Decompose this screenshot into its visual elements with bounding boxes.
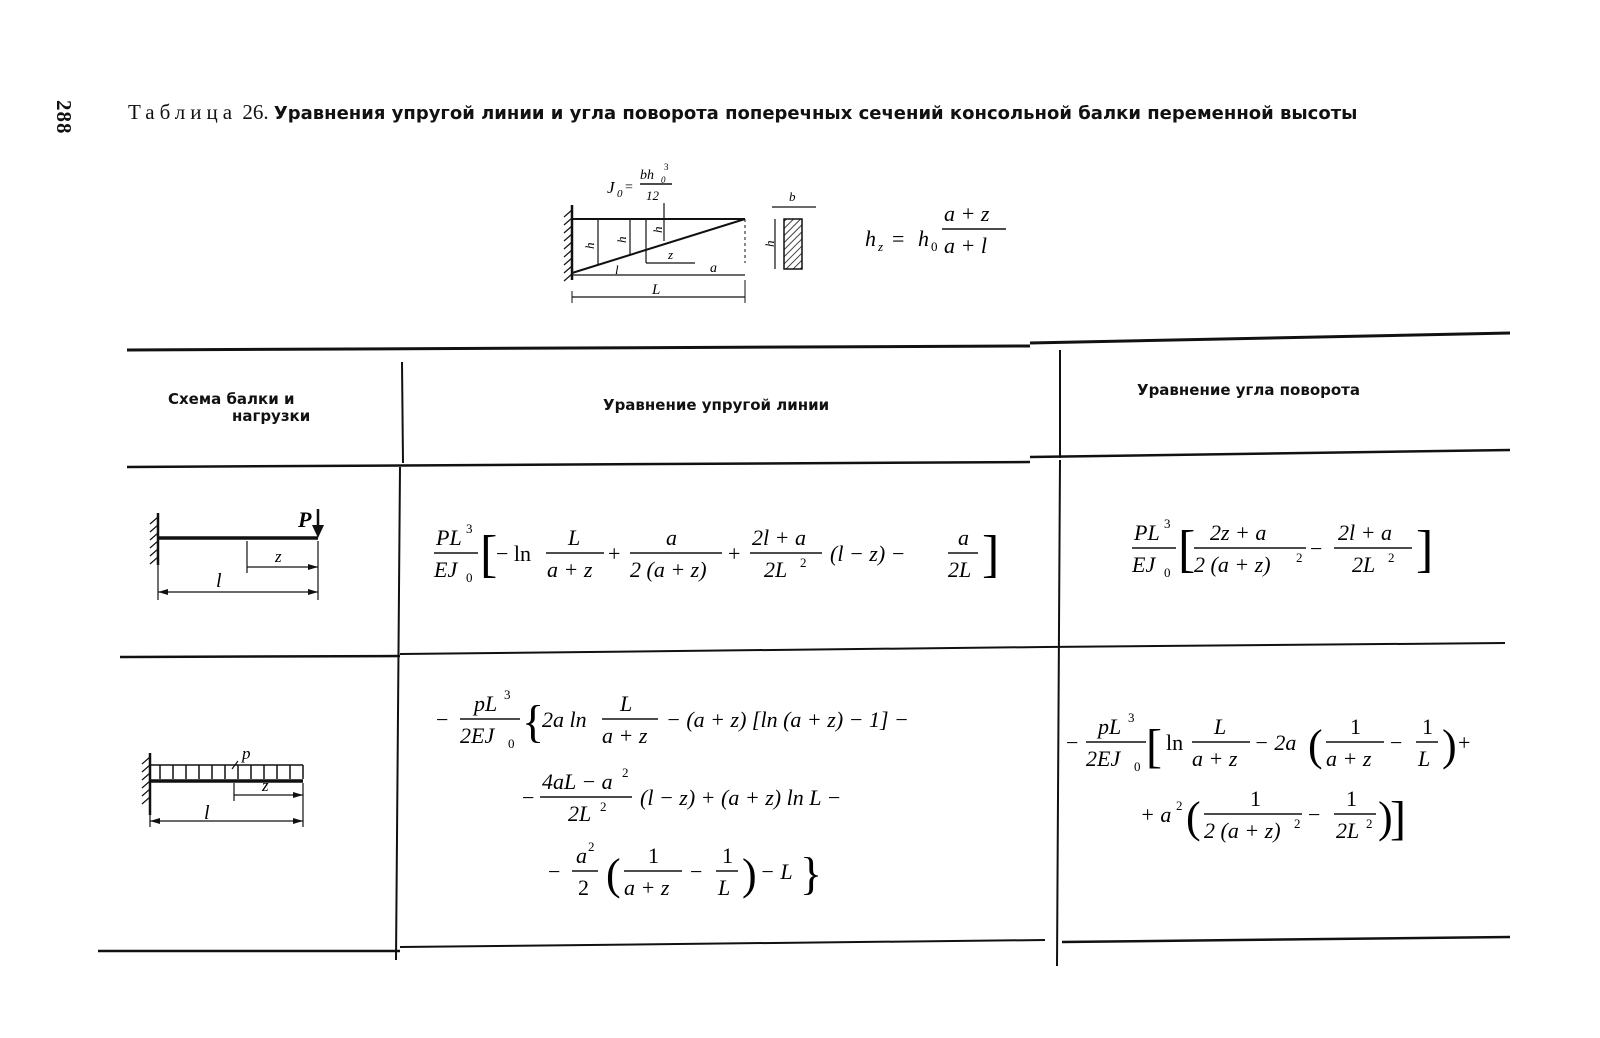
r2r-sign: − — [1066, 730, 1079, 755]
svg-text:}: } — [800, 848, 823, 899]
r2e-l2-den: 2L — [568, 801, 592, 826]
h-label: h — [650, 226, 665, 233]
r2r-r1-f1-num: 1 — [1350, 714, 1361, 739]
header-elastic: Уравнение упругой линии — [603, 396, 830, 414]
svg-text:(: ( — [1186, 793, 1201, 842]
r2r-r1-minus: − — [1390, 730, 1403, 755]
r2r-coef-den: 2EJ — [1086, 746, 1121, 771]
header-scheme-line1: Схема балки и — [168, 390, 295, 408]
r2e-l3-den: 2 — [578, 875, 589, 900]
r2r-r1-ln: ln — [1166, 730, 1184, 755]
moment-den: 12 — [646, 188, 659, 203]
r2e-l3-f1-num: 1 — [648, 843, 659, 868]
svg-text:[: [ — [1146, 720, 1162, 773]
r1r-t1-num: 2z + a — [1210, 520, 1267, 545]
r1e-bracket-close: ] — [982, 526, 1000, 583]
r2e-sign: − — [436, 707, 449, 732]
svg-text:{: { — [522, 696, 545, 747]
r2e-l1-rest: − (a + z) [ln (a + z) − 1] − — [666, 707, 909, 732]
section-h0-label: h — [762, 240, 777, 247]
svg-text:): ) — [742, 850, 757, 899]
r2r-r2-lead-sup: 2 — [1176, 798, 1183, 813]
moment-eq: = — [625, 180, 633, 195]
r2r-r2-f1-den: 2 (a + z) — [1204, 818, 1281, 843]
r2e-l2-rest: (l − z) + (a + z) ln L − — [640, 785, 842, 810]
r1r-t2-den: 2L — [1352, 552, 1376, 577]
r2r-coef-num-sup: 3 — [1128, 710, 1135, 725]
row1-load-label: P — [298, 507, 312, 532]
header-scheme-line2: нагрузки — [232, 407, 311, 425]
r1e-t4: (l − z) − — [830, 541, 906, 566]
r2r-r1-plus: + — [1458, 730, 1471, 755]
moment-num: bh — [640, 168, 654, 183]
r2r-r2-f1-num: 1 — [1250, 786, 1261, 811]
moment-label-sub: 0 — [617, 188, 623, 200]
r1r-t1-den: 2 (a + z) — [1194, 552, 1271, 577]
r2r-coef-den-sub: 0 — [1134, 759, 1141, 774]
row1-beam-scheme — [140, 505, 340, 625]
hz-formula-num: a + z — [944, 201, 990, 226]
r1r-coef-num: PL — [1134, 520, 1160, 545]
hz-formula-den: a + l — [944, 233, 987, 258]
r2r-r2-f1-den-sup: 2 — [1294, 816, 1301, 831]
r2e-l1-den: a + z — [602, 723, 648, 748]
hz-label: h — [614, 236, 629, 243]
r1r-t1-den-sup: 2 — [1296, 550, 1303, 565]
r2r-coef-num: pL — [1098, 714, 1122, 739]
svg-text:): ) — [1378, 793, 1393, 842]
r2r-r2-f2-den-sup: 2 — [1366, 816, 1373, 831]
r2e-l3-minus: − — [690, 859, 703, 884]
row2-elastic-formula — [430, 685, 1030, 910]
r2r-r1-f1-den: a + z — [1326, 746, 1372, 771]
r2e-l3-f2-den: L — [718, 875, 731, 900]
r1e-t3-num: 2l + a — [752, 525, 806, 550]
r1e-t2-num: a — [666, 525, 677, 550]
row2-z-label: z — [262, 776, 269, 795]
r2e-l2-num-sup: 2 — [622, 765, 629, 780]
header-scheme — [168, 391, 310, 425]
r1e-t3-den: 2L — [764, 557, 788, 582]
r2e-l3-tail: − L — [760, 859, 793, 884]
r1e-t3-sign: + — [728, 541, 741, 566]
L-label: L — [652, 282, 661, 298]
h0-label: h — [582, 242, 597, 249]
r1r-t2-den-sup: 2 — [1388, 550, 1395, 565]
r1r-coef-num-sup: 3 — [1164, 516, 1171, 531]
moment-label: J — [607, 178, 615, 197]
r1e-coef-den: EJ — [434, 557, 458, 582]
r2e-l3-f1-den: a + z — [624, 875, 670, 900]
r1e-t1-sign: − ln — [496, 541, 532, 566]
hz-formula-h0-sub: 0 — [931, 239, 938, 254]
table-title-number: 26. — [242, 100, 269, 124]
row1-elastic-formula — [430, 515, 1030, 595]
r2r-r2-f2-den: 2L — [1336, 818, 1360, 843]
r2e-l3-f2-num: 1 — [722, 843, 733, 868]
r2r-r1-den: a + z — [1192, 746, 1238, 771]
section-b-label: b — [789, 189, 796, 204]
row2-load-arrows — [160, 765, 303, 779]
r2r-r2-lead: + a — [1140, 802, 1172, 827]
r2e-coef-den: 2EJ — [460, 723, 495, 748]
row2-beam-scheme — [138, 735, 338, 855]
svg-text:(: ( — [1308, 721, 1323, 770]
a-label: a — [710, 261, 717, 276]
r1e-t5-den: 2L — [948, 557, 972, 582]
r2e-coef-num: pL — [474, 691, 498, 716]
r2r-r1-num: L — [1214, 714, 1227, 739]
table-title-text: Уравнения упругой линии и угла поворота поперечных сечений консольной балки переменной высоты — [273, 103, 1358, 124]
svg-text:[: [ — [1178, 521, 1196, 578]
r1e-t1-den: a + z — [547, 557, 593, 582]
row2-rotation-formula — [1064, 708, 1514, 868]
hz-formula-h0: h — [918, 226, 929, 251]
r2e-l2-den-sup: 2 — [600, 799, 607, 814]
hz-formula-eq: = — [892, 226, 905, 251]
r1e-coef-num-sup: 3 — [466, 521, 473, 536]
r2r-r1-mid: − 2a — [1254, 730, 1297, 755]
r1r-t2-num: 2l + a — [1338, 520, 1392, 545]
r2r-r1-f2-den: L — [1418, 746, 1431, 771]
r2e-l1-a: 2a ln — [542, 707, 587, 732]
svg-text:]: ] — [1390, 792, 1406, 845]
row1-z-label: z — [275, 547, 282, 566]
table-title-prefix: Таблица — [128, 100, 238, 124]
row2-load-label: p — [242, 744, 251, 763]
r1e-coef-num: PL — [436, 525, 462, 550]
r1r-coef-den: EJ — [1132, 552, 1156, 577]
r1e-t2-den: 2 (a + z) — [630, 557, 707, 582]
svg-text:(: ( — [606, 850, 621, 899]
moment-num-sup: 3 — [664, 162, 669, 172]
r1e-t5-num: a — [958, 525, 969, 550]
r2r-r2-minus: − — [1308, 802, 1321, 827]
r1e-bracket-open: [ — [480, 526, 498, 583]
row1-rotation-formula — [1130, 510, 1460, 590]
l-label: l — [615, 262, 619, 277]
r1r-t2-sign: − — [1310, 536, 1323, 561]
r2e-l2-sign: − — [522, 785, 535, 810]
row2-l-label: l — [204, 802, 210, 824]
row1-load-arrowhead — [312, 525, 324, 538]
r2e-l1-num: L — [620, 691, 633, 716]
r2e-coef-num-sup: 3 — [504, 687, 511, 702]
moment-num-sub: 0 — [661, 175, 666, 185]
r2e-l2-num: 4aL − a — [542, 769, 613, 794]
hz-formula-lhs: h — [865, 226, 876, 251]
z-label: z — [668, 247, 674, 262]
r2r-r1-f2-num: 1 — [1422, 714, 1433, 739]
r2e-coef-den-sub: 0 — [508, 736, 515, 751]
r1e-t2-sign: + — [608, 541, 621, 566]
page-number: 288 — [52, 100, 76, 135]
svg-text:]: ] — [1416, 521, 1434, 578]
r2r-r2-f2-num: 1 — [1346, 786, 1357, 811]
row1-l-label: l — [216, 570, 222, 592]
hz-formula-lhs-sub: z — [878, 239, 884, 254]
r1e-coef-den-sub: 0 — [466, 570, 473, 585]
r2e-l3-num-sup: 2 — [588, 839, 595, 854]
r1e-t3-den-sup: 2 — [800, 555, 807, 570]
r1r-coef-den-sub: 0 — [1164, 565, 1171, 580]
r1e-t1-num: L — [568, 525, 581, 550]
svg-text:): ) — [1442, 721, 1457, 770]
header-rotation: Уравнение угла поворота — [1137, 381, 1360, 399]
r2e-l3-num: a — [576, 843, 587, 868]
r2e-l3-sign: − — [548, 859, 561, 884]
